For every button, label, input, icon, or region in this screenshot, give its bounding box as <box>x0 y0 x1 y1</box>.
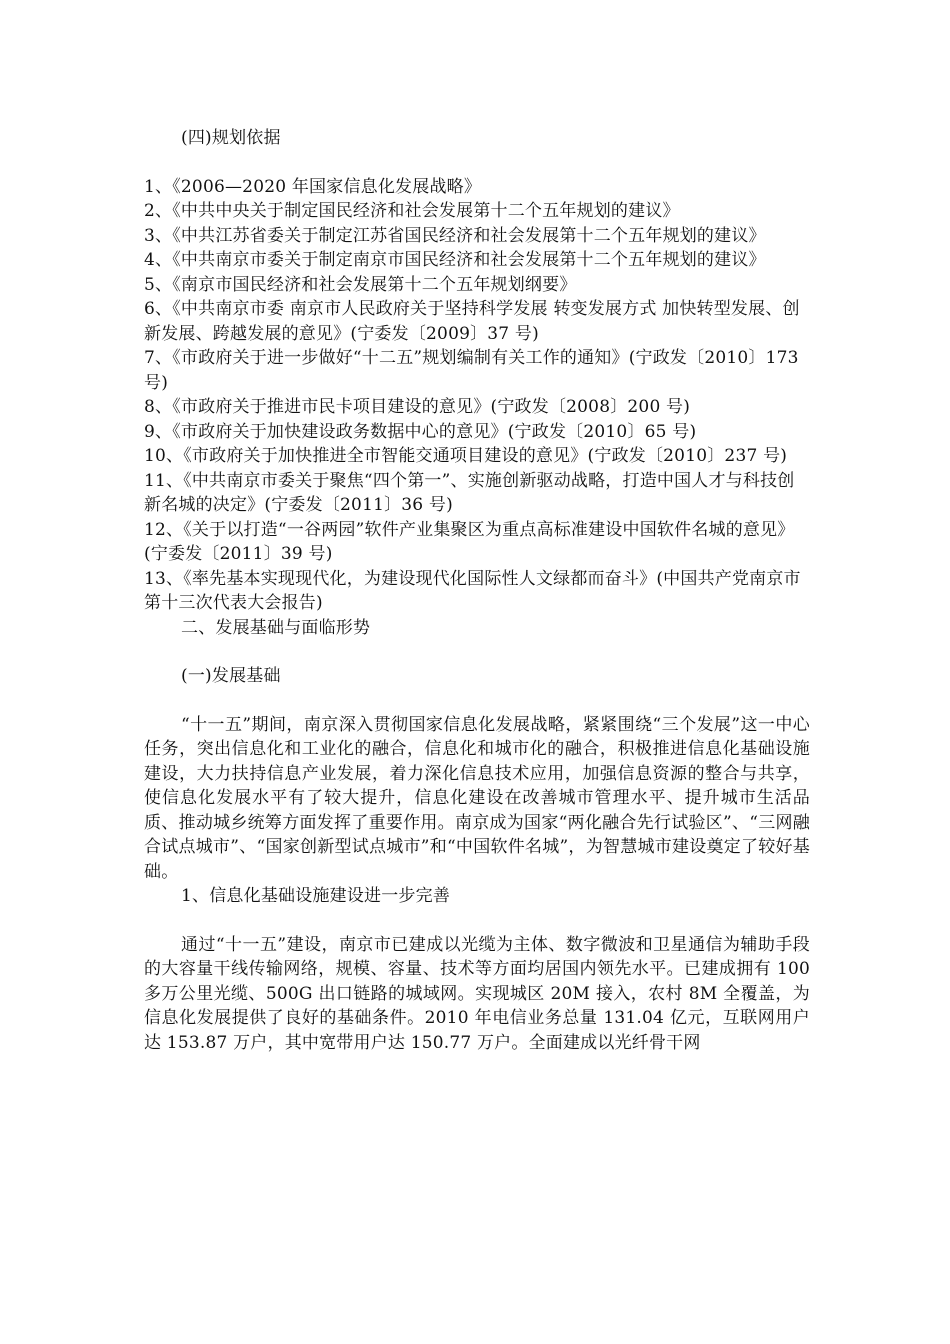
reference-item: 4、《中共南京市委关于制定南京市国民经济和社会发展第十二个五年规划的建议》 <box>144 250 766 270</box>
body-paragraph: 通过“十一五”建设，南京市已建成以光缆为主体、数字微波和卫星通信为辅助手段的大容量干线传输网络，规模、容量、技术等方面均居国内领先水平。已建成拥有 100 多万公里光缆、500G 出口链路的城域网。实现城区 20M 接入，农村 8M 全覆盖，为信息化发展提供了良好的基础条件。2010 年电信业务总量 131.04 亿元，互联网用户达 153.87 万户，其中宽带用户达 150.77 万户。全面建成以光纤骨干网 <box>144 934 810 1053</box>
reference-item: 12、《关于以打造“一谷两园”软件产业集聚区为重点高标准建设中国软件名城的意见》(宁委发〔2011〕39 号) <box>144 519 795 564</box>
reference-item: 2、《中共中央关于制定国民经济和社会发展第十二个五年规划的建议》 <box>144 201 680 221</box>
reference-item: 6、《中共南京市委 南京市人民政府关于坚持科学发展 转变发展方式 加快转型发展、创新发展、跨越发展的意见》(宁委发〔2009〕37 号) <box>144 299 800 344</box>
reference-list <box>144 175 810 616</box>
reference-item: 9、《市政府关于加快建设政务数据中心的意见》(宁政发〔2010〕65 号) <box>144 421 697 442</box>
chapter-heading: 二、发展基础与面临形势 <box>181 617 371 638</box>
reference-item: 3、《中共江苏省委关于制定江苏省国民经济和社会发展第十二个五年规划的建议》 <box>144 225 766 246</box>
reference-item: 10、《市政府关于加快推进全市智能交通项目建设的意见》(宁政发〔2010〕237 号) <box>144 446 788 466</box>
sub-heading: (一)发展基础 <box>181 666 281 686</box>
reference-item: 11、《中共南京市委关于聚焦“四个第一”、实施创新驱动战略，打造中国人才与科技创新名城的决定》(宁委发〔2011〕36 号) <box>144 470 795 515</box>
document-body <box>144 126 810 1055</box>
item-heading: 1、信息化基础设施建设进一步完善 <box>181 886 451 906</box>
reference-item: 13、《率先基本实现现代化，为建设现代化国际性人文绿都而奋斗》(中国共产党南京市第十三次代表大会报告) <box>144 568 801 613</box>
reference-item: 5、《南京市国民经济和社会发展第十二个五年规划纲要》 <box>144 274 577 295</box>
reference-item: 7、《市政府关于进一步做好“十二五”规划编制有关工作的通知》(宁政发〔2010〕173 号) <box>144 348 799 393</box>
reference-item: 8、《市政府关于推进市民卡项目建设的意见》(宁政发〔2008〕200 号) <box>144 397 691 417</box>
body-paragraph: “十一五”期间，南京深入贯彻国家信息化发展战略，紧紧围绕“三个发展”这一中心任务，突出信息化和工业化的融合，信息化和城市化的融合，积极推进信息化基础设施建设，大力扶持信息产业发展，着力深化信息技术应用，加强信息资源的整合与共享，使信息化发展水平有了较大提升，信息化建设在改善城市管理水平、提升城市生活品质、推动城乡统筹方面发挥了重要作用。南京成为国家“两化融合先行试验区”、“三网融合试点城市”、“国家创新型试点城市”和“中国软件名城”，为智慧城市建设奠定了较好基础。 <box>144 714 810 882</box>
section-heading-planning-basis: (四)规划依据 <box>181 128 281 148</box>
reference-item: 1、《2006—2020 年国家信息化发展战略》 <box>144 176 482 197</box>
